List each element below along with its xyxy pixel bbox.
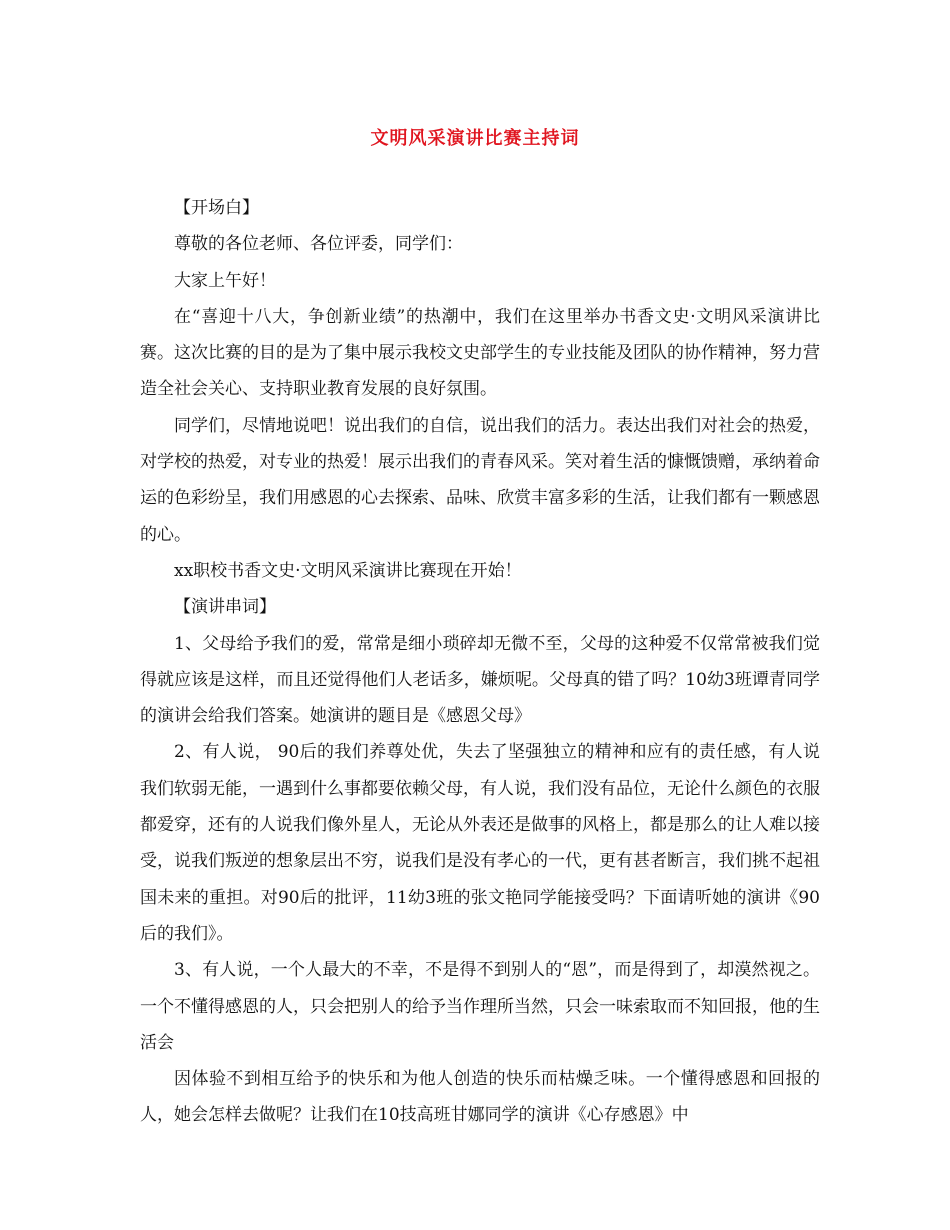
paragraph-item-2: 2、有人说， 90后的我们养尊处优，失去了坚强独立的精神和应有的责任感，有人说我们软弱无能，一遇到什么事都要依赖父母，有人说，我们没有品位，无论什么颜色的衣服都爱穿，还有的人说我们像外星人，无论从外表还是做事的风格上，都是那么的让人难以接受，说我们叛逆的想象层出不穷，说我们是没有孝心的一代，更有甚者断言，我们挑不起祖国未来的重担。对90后的批评，11幼3班的张文艳同学能接受吗？下面请听她的演讲《90后的我们》。 — [140, 742, 820, 944]
paragraph-item-3: 3、有人说，一个人最大的不幸，不是得不到别人的“恩”，而是得到了，却漠然视之。一个不懂得感恩的人，只会把别人的给予当作理所当然，只会一味索取而不知回报，他的生活会 — [140, 960, 820, 1053]
section-heading-opening: 【开场白】 — [174, 198, 259, 218]
document-title: 文明风采演讲比赛主持词 — [370, 128, 580, 149]
paragraph-start-announcement: xx职校书香文史·文明风采演讲比赛现在开始！ — [174, 560, 522, 581]
paragraph-item-3-continued: 因体验不到相互给予的快乐和为他人创造的快乐而枯燥乏味。一个懂得感恩和回报的人，她会怎样去做呢？让我们在10技高班甘娜同学的演讲《心存感恩》中 — [140, 1069, 820, 1126]
paragraph-greeting: 尊敬的各位老师、各位评委，同学们： — [174, 234, 463, 255]
paragraph-encouragement: 同学们，尽情地说吧！说出我们的自信，说出我们的活力。表达出我们对社会的热爱，对学校的热爱，对专业的热爱！展示出我们的青春风采。笑对着生活的慷慨馈赠，承纳着命运的色彩纷呈，我们用感恩的心去探索、品味、欣赏丰富多彩的生活，让我们都有一颗感恩的心。 — [140, 415, 820, 545]
paragraph-event-purpose: 在“喜迎十八大，争创新业绩”的热潮中，我们在这里举办书香文史·文明风采演讲比赛。这次比赛的目的是为了集中展示我校文史部学生的专业技能及团队的协作精神，努力营造全社会关心、支持职业教育发展的良好氛围。 — [140, 306, 820, 400]
section-heading-speech-links: 【演讲串词】 — [174, 597, 276, 618]
document-body — [140, 190, 820, 1134]
paragraph-item-1: 1、父母给予我们的爱，常常是细小琐碎却无微不至，父母的这种爱不仅常常被我们觉得就应该是这样，而且还觉得他们人老话多，嫌烦呢。父母真的错了吗？10幼3班谭青同学的演讲会给我们答案。她演讲的题目是《感恩父母》 — [140, 633, 820, 727]
paragraph-good-morning: 大家上午好！ — [174, 270, 276, 291]
